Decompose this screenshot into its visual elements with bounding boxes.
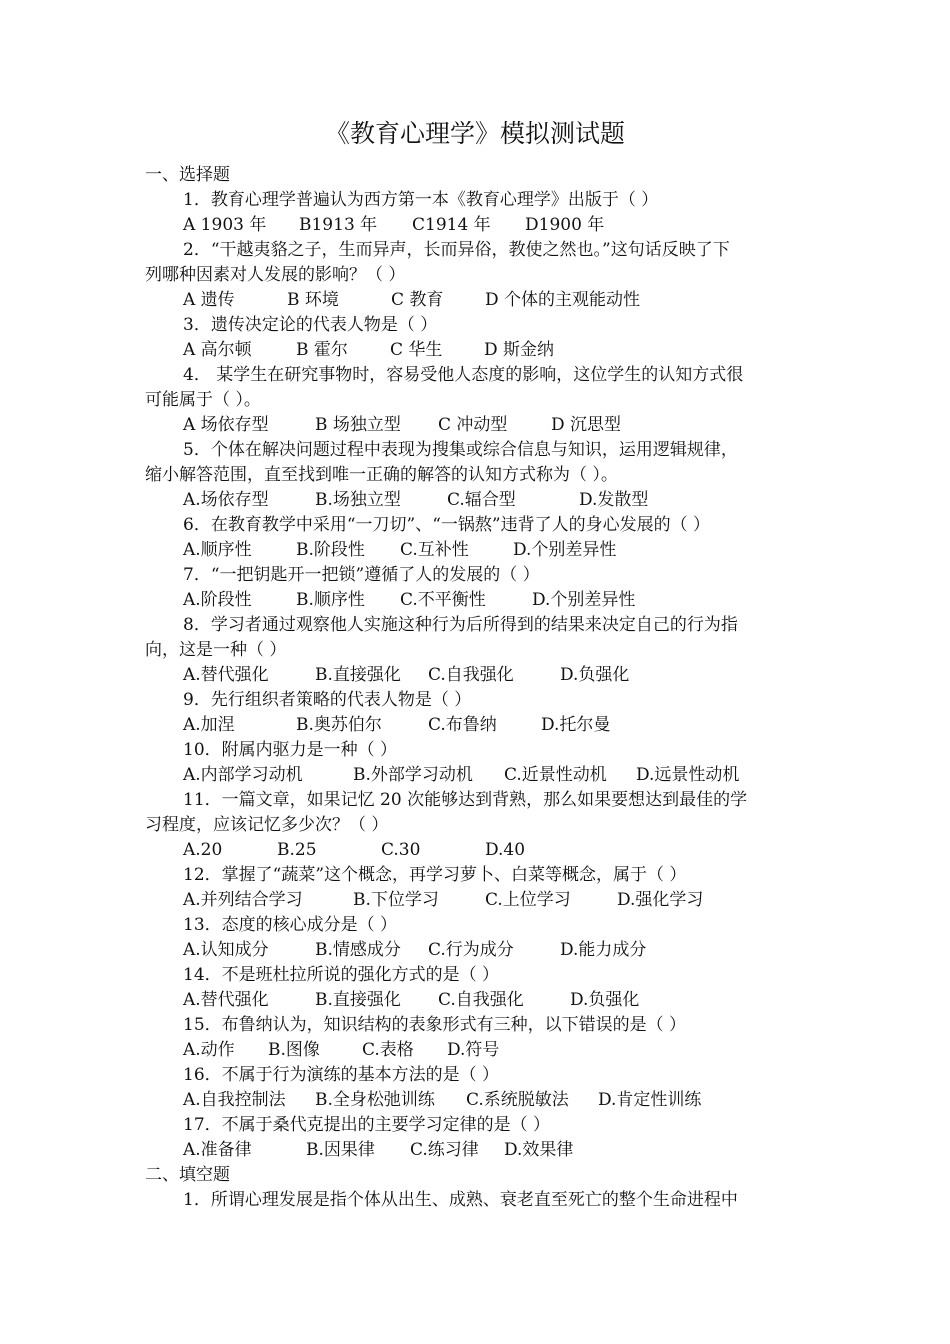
option-16d: D.肯定性训练 — [598, 1090, 702, 1110]
option-17c: C.练习律 — [410, 1140, 479, 1160]
options-11 — [183, 838, 810, 862]
options-15 — [183, 1038, 810, 1062]
options-10 — [183, 763, 810, 787]
question-7: 7．“一把钥匙开一把锁”遵循了人的发展的（ ） — [183, 565, 540, 585]
option-9c: C.布鲁纳 — [428, 715, 497, 735]
option-11d: D.40 — [485, 840, 526, 860]
options-7 — [183, 588, 810, 612]
option-11a: A.20 — [183, 840, 223, 860]
question-16: 16．不属于行为演练的基本方法的是（ ） — [183, 1065, 500, 1085]
option-2b: B 环境 — [287, 290, 339, 310]
options-4 — [183, 413, 810, 437]
option-2c: C 教育 — [391, 290, 444, 310]
question-4-line1: 4． 某学生在研究事物时，容易受他人态度的影响，这位学生的认知方式很 — [183, 365, 744, 385]
options-16 — [183, 1088, 810, 1112]
fill-question-1: 1．所谓心理发展是指个体从出生、成熟、衰老直至死亡的整个生命进程中 — [183, 1190, 738, 1210]
question-11-line1: 11．一篇文章，如果记忆 20 次能够达到背熟，那么如果要想达到最佳的学 — [183, 790, 748, 810]
question-15: 15．布鲁纳认为，知识结构的表象形式有三种，以下错误的是（ ） — [183, 1015, 687, 1035]
option-8d: D.负强化 — [560, 665, 630, 685]
option-4a: A 场依存型 — [183, 415, 269, 435]
question-1: 1．教育心理学普遍认为西方第一本《教育心理学》出版于（ ） — [183, 190, 659, 210]
question-4-line2: 可能属于（ ）。 — [145, 390, 261, 410]
question-10: 10．附属内驱力是一种（ ） — [183, 740, 398, 760]
option-17a: A.准备律 — [183, 1140, 252, 1160]
option-8c: C.自我强化 — [428, 665, 514, 685]
option-10d: D.远景性动机 — [636, 765, 740, 785]
option-16b: B.全身松弛训练 — [315, 1090, 435, 1110]
option-7c: C.不平衡性 — [400, 590, 486, 610]
option-6b: B.阶段性 — [296, 540, 365, 560]
option-14d: D.负强化 — [570, 990, 640, 1010]
option-6d: D.个别差异性 — [513, 540, 617, 560]
option-13b: B.情感成分 — [315, 940, 401, 960]
question-5-line1: 5．个体在解决问题过程中表现为搜集或综合信息与知识，运用逻辑规律， — [183, 440, 738, 460]
option-6c: C.互补性 — [400, 540, 469, 560]
option-11b: B.25 — [277, 840, 317, 860]
option-2d: D 个体的主观能动性 — [485, 290, 641, 310]
option-8b: B.直接强化 — [315, 665, 401, 685]
option-1a: A 1903 年 — [183, 215, 267, 235]
question-8-line2: 向，这是一种（ ） — [145, 640, 287, 660]
option-7a: A.阶段性 — [183, 590, 252, 610]
option-15a: A.动作 — [183, 1040, 235, 1060]
option-9d: D.托尔曼 — [541, 715, 611, 735]
option-5d: D.发散型 — [579, 490, 649, 510]
option-7b: B.顺序性 — [296, 590, 365, 610]
question-8-line1: 8．学习者通过观察他人实施这种行为后所得到的结果来决定自己的行为指 — [183, 615, 738, 635]
option-7d: D.个别差异性 — [532, 590, 636, 610]
option-4d: D 沉思型 — [551, 415, 622, 435]
question-17: 17．不属于桑代克提出的主要学习定律的是（ ） — [183, 1115, 551, 1135]
option-9b: B.奥苏伯尔 — [296, 715, 382, 735]
option-12d: D.强化学习 — [617, 890, 704, 910]
option-3d: D 斯金纳 — [484, 340, 555, 360]
option-15b: B.图像 — [268, 1040, 320, 1060]
option-10b: B.外部学习动机 — [353, 765, 473, 785]
page-title: 《教育心理学》模拟测试题 — [324, 119, 625, 148]
options-6 — [183, 538, 810, 562]
options-5 — [183, 488, 810, 512]
question-2-line1: 2．“干越夷貉之子，生而异声，长而异俗，教使之然也。”这句话反映了下 — [183, 240, 730, 260]
option-17b: B.因果律 — [306, 1140, 375, 1160]
option-5b: B.场独立型 — [315, 490, 401, 510]
question-9: 9．先行组织者策略的代表人物是（ ） — [183, 690, 472, 710]
option-15d: D.符号 — [447, 1040, 500, 1060]
option-10a: A.内部学习动机 — [183, 765, 303, 785]
option-16a: A.自我控制法 — [183, 1090, 286, 1110]
options-9 — [183, 713, 810, 737]
option-4c: C 冲动型 — [438, 415, 508, 435]
question-6: 6．在教育教学中采用“一刀切”、“一锅熬”违背了人的身心发展的（ ） — [183, 515, 710, 535]
option-5a: A.场依存型 — [183, 490, 269, 510]
option-16c: C.系统脱敏法 — [466, 1090, 569, 1110]
option-13c: C.行为成分 — [428, 940, 514, 960]
options-3 — [183, 338, 810, 362]
option-8a: A.替代强化 — [183, 665, 269, 685]
section-heading-fill: 二、填空题 — [145, 1165, 230, 1185]
question-3: 3．遗传决定论的代表人物是（ ） — [183, 315, 438, 335]
options-8 — [183, 663, 810, 687]
options-1 — [183, 213, 810, 237]
option-17d: D.效果律 — [504, 1140, 574, 1160]
question-13: 13．态度的核心成分是（ ） — [183, 915, 398, 935]
option-10c: C.近景性动机 — [504, 765, 607, 785]
question-5-line2: 缩小解答范围，直至找到唯一正确的解答的认知方式称为（ ）。 — [145, 465, 618, 485]
option-15c: C.表格 — [362, 1040, 414, 1060]
option-14a: A.替代强化 — [183, 990, 269, 1010]
option-11c: C.30 — [381, 840, 421, 860]
option-12c: C.上位学习 — [485, 890, 571, 910]
option-2a: A 遗传 — [183, 290, 235, 310]
options-14 — [183, 988, 810, 1012]
question-12: 12．掌握了“蔬菜”这个概念，再学习萝卜、白菜等概念，属于（ ） — [183, 865, 687, 885]
option-5c: C.辐合型 — [447, 490, 516, 510]
option-9a: A.加涅 — [183, 715, 235, 735]
option-13a: A.认知成分 — [183, 940, 269, 960]
option-14c: C.自我强化 — [438, 990, 524, 1010]
question-11-line2: 习程度，应该记忆多少次？（ ） — [145, 815, 389, 835]
option-1b: B1913 年 — [299, 215, 378, 235]
options-13 — [183, 938, 810, 962]
options-2 — [183, 288, 810, 312]
question-14: 14．不是班杜拉所说的强化方式的是（ ） — [183, 965, 500, 985]
options-12 — [183, 888, 810, 912]
option-12a: A.并列结合学习 — [183, 890, 303, 910]
options-17 — [183, 1138, 810, 1162]
option-3b: B 霍尔 — [296, 340, 348, 360]
option-3a: A 高尔顿 — [183, 340, 252, 360]
option-14b: B.直接强化 — [315, 990, 401, 1010]
option-3c: C 华生 — [390, 340, 443, 360]
option-13d: D.能力成分 — [560, 940, 647, 960]
question-2-line2: 列哪种因素对人发展的影响？（ ） — [145, 265, 406, 285]
option-4b: B 场独立型 — [315, 415, 401, 435]
option-6a: A.顺序性 — [183, 540, 252, 560]
section-heading-choice: 一、选择题 — [145, 165, 230, 185]
option-12b: B.下位学习 — [353, 890, 439, 910]
option-1d: D1900 年 — [525, 215, 605, 235]
option-1c: C1914 年 — [412, 215, 491, 235]
